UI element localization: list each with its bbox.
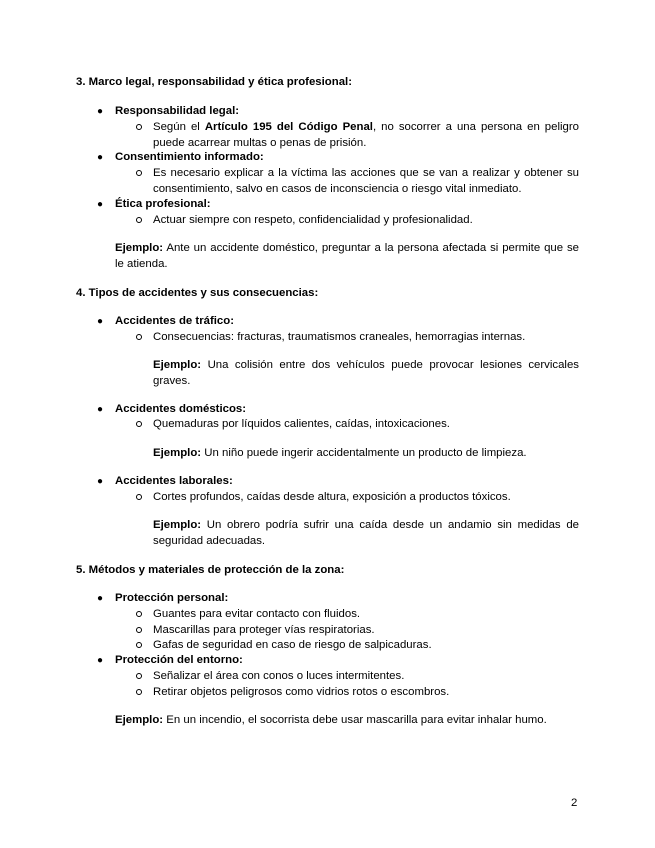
sub-bullet-icon xyxy=(136,334,142,340)
sub-bullet-icon xyxy=(136,611,142,617)
bullet-icon: ● xyxy=(97,593,104,604)
sub-item-gafas: Gafas de seguridad en caso de riesgo de salpicaduras. xyxy=(153,639,432,651)
sub-item-retirar: Retirar objetos peligrosos como vidrios rotos o escombros. xyxy=(153,686,450,698)
sub-bullet-icon xyxy=(136,642,142,648)
sub-bullet-icon xyxy=(136,124,142,130)
sub-item-guantes: Guantes para evitar contacto con fluidos. xyxy=(153,608,361,620)
bullet-icon: ● xyxy=(97,655,104,666)
example-section-3: Ejemplo: Ante un accidente doméstico, preguntar a la persona afectada si permite que se le atienda. xyxy=(115,242,579,270)
item-responsabilidad-legal: Responsabilidad legal: xyxy=(115,105,240,117)
item-proteccion-personal: Protección personal: xyxy=(115,592,229,604)
sub-item-laborales: Cortes profundos, caídas desde altura, exposición a productos tóxicos. xyxy=(153,491,511,503)
bullet-icon: ● xyxy=(97,316,104,327)
sub-item-senalizar: Señalizar el área con conos o luces intermitentes. xyxy=(153,670,405,682)
sub-item-consentimiento: Es necesario explicar a la víctima las acciones que se van a realizar y obtener su consentimiento, salvo en casos de inconsciencia o riesgo vital inmediato. xyxy=(153,167,579,195)
sub-item-domesticos: Quemaduras por líquidos calientes, caídas, intoxicaciones. xyxy=(153,418,450,430)
example-trafico: Ejemplo: Una colisión entre dos vehículos puede provocar lesiones cervicales graves. xyxy=(153,359,579,387)
section-5-heading: 5. Métodos y materiales de protección de la zona: xyxy=(76,564,345,576)
sub-item-mascarillas: Mascarillas para proteger vías respiratorias. xyxy=(153,624,375,636)
bullet-icon: ● xyxy=(97,199,104,210)
sub-bullet-icon xyxy=(136,627,142,633)
section-3-heading: 3. Marco legal, responsabilidad y ética profesional: xyxy=(76,76,352,88)
item-domesticos: Accidentes domésticos: xyxy=(115,403,247,415)
example-domesticos: Ejemplo: Un niño puede ingerir accidentalmente un producto de limpieza. xyxy=(153,447,527,459)
bullet-icon: ● xyxy=(97,476,104,487)
section-4-heading: 4. Tipos de accidentes y sus consecuencias: xyxy=(76,287,319,299)
sub-bullet-icon xyxy=(136,421,142,427)
example-laborales: Ejemplo: Un obrero podría sufrir una caída desde un andamio sin medidas de seguridad adecuadas. xyxy=(153,519,579,547)
bullet-icon: ● xyxy=(97,404,104,415)
example-section-5: Ejemplo: En un incendio, el socorrista debe usar mascarilla para evitar inhalar humo. xyxy=(115,714,547,726)
sub-item-etica: Actuar siempre con respeto, confidencialidad y profesionalidad. xyxy=(153,214,473,226)
sub-bullet-icon xyxy=(136,170,142,176)
item-trafico: Accidentes de tráfico: xyxy=(115,315,235,327)
item-proteccion-entorno: Protección del entorno: xyxy=(115,654,243,666)
bullet-icon: ● xyxy=(97,106,104,117)
item-consentimiento: Consentimiento informado: xyxy=(115,151,264,163)
sub-item-trafico: Consecuencias: fracturas, traumatismos craneales, hemorragias internas. xyxy=(153,331,526,343)
sub-item-articulo-195: Según el Artículo 195 del Código Penal, no socorrer a una persona en peligro puede acarrear multas o penas de prisión. xyxy=(153,121,579,149)
page-number: 2 xyxy=(571,797,578,809)
sub-bullet-icon xyxy=(136,673,142,679)
item-laborales: Accidentes laborales: xyxy=(115,475,233,487)
sub-bullet-icon xyxy=(136,689,142,695)
sub-bullet-icon xyxy=(136,217,142,223)
item-etica: Ética profesional: xyxy=(115,198,211,210)
bullet-icon: ● xyxy=(97,152,104,163)
sub-bullet-icon xyxy=(136,494,142,500)
